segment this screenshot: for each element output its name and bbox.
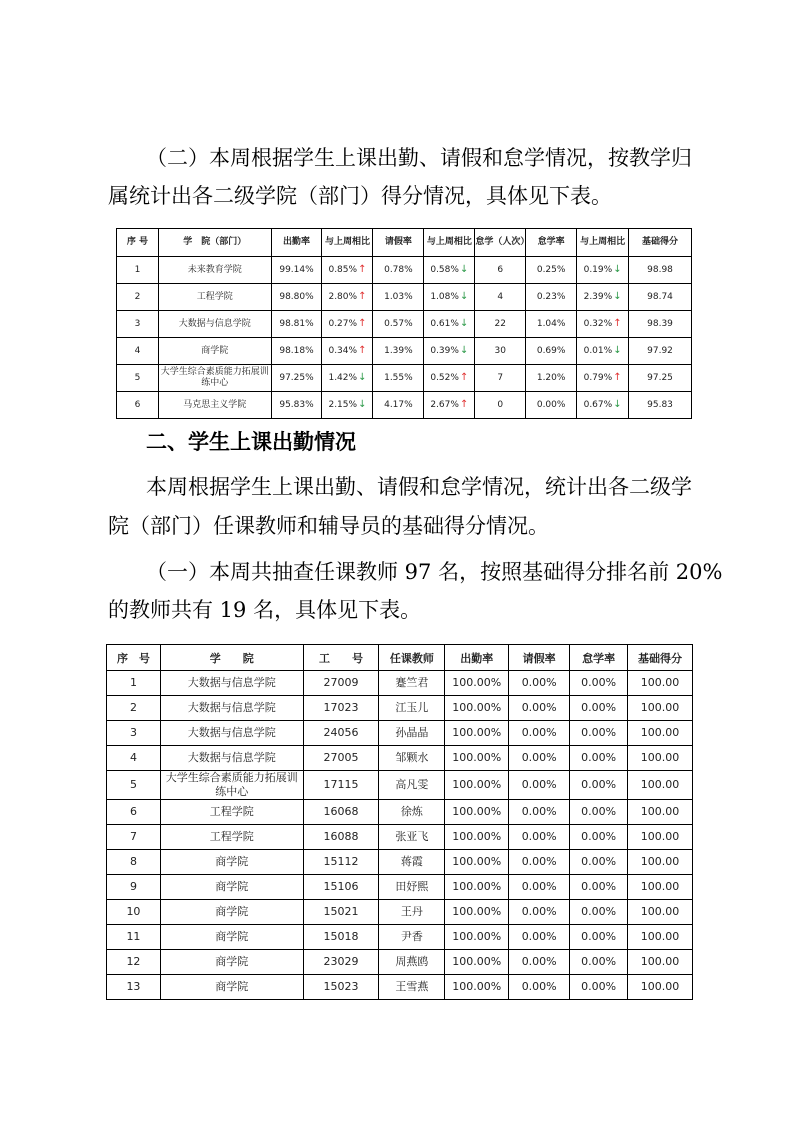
staff-id: 27009 xyxy=(303,671,379,696)
truancy-rate: 1.20% xyxy=(526,365,577,392)
teacher-score-table-body xyxy=(107,671,693,1000)
staff-id: 15112 xyxy=(303,850,379,875)
staff-id: 17023 xyxy=(303,696,379,721)
teacher-name: 江玉儿 xyxy=(379,696,445,721)
truancy-rate: 0.00% xyxy=(570,721,628,746)
teacher-name: 王丹 xyxy=(379,900,445,925)
college-name: 商学院 xyxy=(160,925,303,950)
row-number: 6 xyxy=(117,392,159,419)
attendance-change xyxy=(322,311,373,338)
column-header: 序 号 xyxy=(107,645,161,671)
arrow-down-icon: ↓ xyxy=(358,372,367,383)
truancy-rate: 0.00% xyxy=(570,875,628,900)
college-name: 大数据与信息学院 xyxy=(160,746,303,771)
leave-rate: 0.00% xyxy=(509,875,570,900)
attendance-rate: 97.25% xyxy=(271,365,322,392)
change-value: 1.08% xyxy=(430,292,459,302)
teacher-name: 尹香 xyxy=(379,925,445,950)
truancy-change xyxy=(577,365,629,392)
change-value: 0.67% xyxy=(583,400,613,410)
attendance-rate: 100.00% xyxy=(445,900,509,925)
truancy-count: 30 xyxy=(475,338,526,365)
change-value: 0.58% xyxy=(430,265,459,275)
college-name: 工程学院 xyxy=(158,284,271,311)
leave-rate: 0.00% xyxy=(509,950,570,975)
table-row xyxy=(107,696,693,721)
college-name: 大数据与信息学院 xyxy=(160,721,303,746)
base-score: 100.00 xyxy=(628,925,693,950)
column-header: 请假率 xyxy=(373,229,424,257)
section-intro-line-1: （二）本周根据学生上课出勤、请假和怠学情况，按教学归 xyxy=(146,146,692,170)
attendance-change xyxy=(322,284,373,311)
column-header: 序 号 xyxy=(117,229,159,257)
college-name: 大学生综合素质能力拓展训练中心 xyxy=(160,771,303,800)
table-row xyxy=(107,800,693,825)
column-header: 工 号 xyxy=(303,645,379,671)
column-header: 基础得分 xyxy=(629,229,692,257)
teacher-name: 高凡雯 xyxy=(379,771,445,800)
column-header: 出勤率 xyxy=(445,645,509,671)
attendance-rate: 99.14% xyxy=(271,257,322,284)
leave-change xyxy=(424,392,475,419)
leave-change xyxy=(424,311,475,338)
truancy-rate: 0.00% xyxy=(570,975,628,1000)
row-number: 5 xyxy=(107,771,161,800)
leave-rate: 0.00% xyxy=(509,746,570,771)
attendance-change xyxy=(322,392,373,419)
row-number: 7 xyxy=(107,825,161,850)
leave-rate: 0.00% xyxy=(509,850,570,875)
staff-id: 27005 xyxy=(303,746,379,771)
leave-rate: 0.00% xyxy=(509,771,570,800)
staff-id: 24056 xyxy=(303,721,379,746)
base-score: 100.00 xyxy=(628,771,693,800)
arrow-down-icon: ↓ xyxy=(459,264,469,275)
truancy-rate: 0.00% xyxy=(570,746,628,771)
leave-rate: 0.00% xyxy=(509,800,570,825)
column-header: 任课教师 xyxy=(379,645,445,671)
arrow-down-icon: ↓ xyxy=(613,291,622,302)
leave-rate: 0.00% xyxy=(509,721,570,746)
attendance-rate: 100.00% xyxy=(445,825,509,850)
change-value: 2.15% xyxy=(328,400,358,410)
truancy-change xyxy=(577,392,629,419)
base-score: 95.83 xyxy=(629,392,692,419)
truancy-change xyxy=(577,338,629,365)
change-value: 2.80% xyxy=(328,292,358,302)
college-score-table xyxy=(116,228,692,419)
table-row xyxy=(107,850,693,875)
leave-rate: 1.55% xyxy=(373,365,424,392)
row-number: 10 xyxy=(107,900,161,925)
attendance-rate: 100.00% xyxy=(445,875,509,900)
leave-rate: 0.00% xyxy=(509,975,570,1000)
base-score: 97.25 xyxy=(629,365,692,392)
change-value: 2.67% xyxy=(430,400,459,410)
base-score: 100.00 xyxy=(628,950,693,975)
attendance-change xyxy=(322,338,373,365)
change-value: 0.27% xyxy=(328,319,358,329)
change-value: 0.39% xyxy=(430,346,459,356)
base-score: 98.98 xyxy=(629,257,692,284)
leave-rate: 0.00% xyxy=(509,900,570,925)
row-number: 13 xyxy=(107,975,161,1000)
table-row xyxy=(107,671,693,696)
staff-id: 17115 xyxy=(303,771,379,800)
college-name: 工程学院 xyxy=(160,800,303,825)
change-value: 0.01% xyxy=(583,346,613,356)
truancy-count: 6 xyxy=(475,257,526,284)
leave-rate: 0.57% xyxy=(373,311,424,338)
attendance-rate: 95.83% xyxy=(271,392,322,419)
attendance-rate: 100.00% xyxy=(445,721,509,746)
row-number: 1 xyxy=(107,671,161,696)
change-value: 0.85% xyxy=(328,265,358,275)
base-score: 100.00 xyxy=(628,721,693,746)
college-name: 工程学院 xyxy=(160,825,303,850)
table-row xyxy=(107,771,693,800)
college-name: 商学院 xyxy=(160,950,303,975)
staff-id: 16088 xyxy=(303,825,379,850)
college-name: 大学生综合素质能力拓展训练中心 xyxy=(158,365,271,392)
arrow-down-icon: ↓ xyxy=(459,345,469,356)
column-header: 学 院 xyxy=(160,645,303,671)
column-header: 与上周相比 xyxy=(577,229,629,257)
row-number: 3 xyxy=(107,721,161,746)
attendance-rate: 100.00% xyxy=(445,950,509,975)
truancy-rate: 0.69% xyxy=(526,338,577,365)
base-score: 100.00 xyxy=(628,746,693,771)
teacher-name: 邹颗水 xyxy=(379,746,445,771)
change-value: 0.32% xyxy=(583,319,613,329)
truancy-count: 0 xyxy=(475,392,526,419)
teacher-name: 蒋霞 xyxy=(379,850,445,875)
truancy-count: 4 xyxy=(475,284,526,311)
table-row xyxy=(107,875,693,900)
arrow-down-icon: ↓ xyxy=(613,345,622,356)
table-row xyxy=(107,925,693,950)
college-name: 商学院 xyxy=(160,975,303,1000)
column-header: 基础得分 xyxy=(628,645,693,671)
college-name: 马克思主义学院 xyxy=(158,392,271,419)
change-value: 0.34% xyxy=(328,346,358,356)
staff-id: 23029 xyxy=(303,950,379,975)
arrow-up-icon: ↑ xyxy=(459,399,469,410)
row-number: 2 xyxy=(117,284,159,311)
change-value: 1.42% xyxy=(328,373,358,383)
teacher-name: 蹇竺君 xyxy=(379,671,445,696)
attendance-rate: 100.00% xyxy=(445,746,509,771)
column-header: 怠学（人次） xyxy=(475,229,526,257)
table-row xyxy=(117,257,692,284)
teacher-name: 徐炼 xyxy=(379,800,445,825)
change-value: 2.39% xyxy=(583,292,613,302)
college-name: 商学院 xyxy=(160,900,303,925)
leave-change xyxy=(424,365,475,392)
attendance-rate: 98.80% xyxy=(271,284,322,311)
truancy-rate: 0.00% xyxy=(570,850,628,875)
staff-id: 16068 xyxy=(303,800,379,825)
row-number: 2 xyxy=(107,696,161,721)
column-header: 与上周相比 xyxy=(424,229,475,257)
attendance-rate: 98.18% xyxy=(271,338,322,365)
staff-id: 15023 xyxy=(303,975,379,1000)
base-score: 100.00 xyxy=(628,825,693,850)
truancy-rate: 0.00% xyxy=(570,696,628,721)
truancy-rate: 1.04% xyxy=(526,311,577,338)
column-header: 怠学率 xyxy=(570,645,628,671)
arrow-up-icon: ↑ xyxy=(358,264,367,275)
column-header: 与上周相比 xyxy=(322,229,373,257)
table-row xyxy=(117,284,692,311)
leave-change xyxy=(424,257,475,284)
arrow-up-icon: ↑ xyxy=(613,372,622,383)
column-header: 出勤率 xyxy=(271,229,322,257)
attendance-rate: 100.00% xyxy=(445,696,509,721)
change-value: 0.19% xyxy=(583,265,613,275)
leave-rate: 0.78% xyxy=(373,257,424,284)
truancy-rate: 0.00% xyxy=(570,671,628,696)
attendance-rate: 100.00% xyxy=(445,975,509,1000)
truancy-rate: 0.25% xyxy=(526,257,577,284)
table-row xyxy=(117,338,692,365)
arrow-up-icon: ↑ xyxy=(459,372,469,383)
attendance-rate: 100.00% xyxy=(445,850,509,875)
teacher-name: 王雪燕 xyxy=(379,975,445,1000)
truancy-rate: 0.00% xyxy=(570,900,628,925)
arrow-down-icon: ↓ xyxy=(613,399,622,410)
base-score: 98.74 xyxy=(629,284,692,311)
arrow-down-icon: ↓ xyxy=(358,399,367,410)
truancy-rate: 0.00% xyxy=(570,925,628,950)
row-number: 12 xyxy=(107,950,161,975)
staff-id: 15018 xyxy=(303,925,379,950)
row-number: 5 xyxy=(117,365,159,392)
row-number: 8 xyxy=(107,850,161,875)
truancy-rate: 0.00% xyxy=(526,392,577,419)
base-score: 100.00 xyxy=(628,875,693,900)
attendance-change xyxy=(322,257,373,284)
row-number: 11 xyxy=(107,925,161,950)
row-number: 1 xyxy=(117,257,159,284)
change-value: 0.61% xyxy=(430,319,459,329)
base-score: 100.00 xyxy=(628,900,693,925)
column-header: 怠学率 xyxy=(526,229,577,257)
table-row xyxy=(107,746,693,771)
table-row xyxy=(117,392,692,419)
college-score-table-body xyxy=(117,257,692,419)
row-number: 6 xyxy=(107,800,161,825)
staff-id: 15106 xyxy=(303,875,379,900)
leave-rate: 0.00% xyxy=(509,825,570,850)
arrow-up-icon: ↑ xyxy=(358,345,367,356)
table-row xyxy=(107,950,693,975)
table-row xyxy=(107,721,693,746)
truancy-rate: 0.00% xyxy=(570,771,628,800)
leave-rate: 1.39% xyxy=(373,338,424,365)
college-name: 商学院 xyxy=(158,338,271,365)
base-score: 100.00 xyxy=(628,671,693,696)
table-header-row xyxy=(117,229,692,257)
section2-para-line-1: 本周根据学生上课出勤、请假和怠学情况，统计出各二级学 xyxy=(146,475,692,499)
teacher-name: 田妤熙 xyxy=(379,875,445,900)
arrow-down-icon: ↓ xyxy=(459,291,469,302)
college-name: 大数据与信息学院 xyxy=(160,696,303,721)
arrow-up-icon: ↑ xyxy=(358,318,367,329)
table-header-row xyxy=(107,645,693,671)
table-row xyxy=(117,365,692,392)
base-score: 100.00 xyxy=(628,696,693,721)
row-number: 9 xyxy=(107,875,161,900)
section-heading: 二、学生上课出勤情况 xyxy=(146,430,356,454)
column-header: 学 院（部门） xyxy=(158,229,271,257)
arrow-up-icon: ↑ xyxy=(358,291,367,302)
subsection-line-2: 的教师共有 19 名，具体见下表。 xyxy=(108,598,422,622)
base-score: 100.00 xyxy=(628,975,693,1000)
attendance-rate: 100.00% xyxy=(445,925,509,950)
arrow-down-icon: ↓ xyxy=(613,264,622,275)
attendance-rate: 98.81% xyxy=(271,311,322,338)
base-score: 100.00 xyxy=(628,800,693,825)
college-name: 商学院 xyxy=(160,850,303,875)
truancy-rate: 0.00% xyxy=(570,800,628,825)
leave-rate: 1.03% xyxy=(373,284,424,311)
leave-rate: 0.00% xyxy=(509,925,570,950)
arrow-up-icon: ↑ xyxy=(613,318,622,329)
row-number: 3 xyxy=(117,311,159,338)
change-value: 0.79% xyxy=(583,373,613,383)
attendance-rate: 100.00% xyxy=(445,771,509,800)
truancy-count: 7 xyxy=(475,365,526,392)
section2-para-line-2: 院（部门）任课教师和辅导员的基础得分情况。 xyxy=(108,514,549,538)
row-number: 4 xyxy=(117,338,159,365)
leave-rate: 4.17% xyxy=(373,392,424,419)
truancy-change xyxy=(577,257,629,284)
leave-change xyxy=(424,284,475,311)
attendance-change xyxy=(322,365,373,392)
truancy-count: 22 xyxy=(475,311,526,338)
attendance-rate: 100.00% xyxy=(445,800,509,825)
base-score: 97.92 xyxy=(629,338,692,365)
change-value: 0.52% xyxy=(430,373,459,383)
college-name: 商学院 xyxy=(160,875,303,900)
leave-change xyxy=(424,338,475,365)
truancy-change xyxy=(577,284,629,311)
attendance-rate: 100.00% xyxy=(445,671,509,696)
leave-rate: 0.00% xyxy=(509,671,570,696)
college-name: 大数据与信息学院 xyxy=(160,671,303,696)
truancy-rate: 0.23% xyxy=(526,284,577,311)
table-row xyxy=(107,975,693,1000)
teacher-score-table xyxy=(106,644,693,1000)
subsection-line-1: （一）本周共抽查任课教师 97 名，按照基础得分排名前 20% xyxy=(146,560,723,584)
row-number: 4 xyxy=(107,746,161,771)
staff-id: 15021 xyxy=(303,900,379,925)
teacher-name: 孙晶晶 xyxy=(379,721,445,746)
college-name: 大数据与信息学院 xyxy=(158,311,271,338)
teacher-name: 周燕鸥 xyxy=(379,950,445,975)
column-header: 请假率 xyxy=(509,645,570,671)
arrow-down-icon: ↓ xyxy=(459,318,469,329)
teacher-name: 张亚飞 xyxy=(379,825,445,850)
base-score: 100.00 xyxy=(628,850,693,875)
leave-rate: 0.00% xyxy=(509,696,570,721)
college-name: 未来教育学院 xyxy=(158,257,271,284)
table-row xyxy=(117,311,692,338)
truancy-rate: 0.00% xyxy=(570,950,628,975)
truancy-rate: 0.00% xyxy=(570,825,628,850)
table-row xyxy=(107,900,693,925)
truancy-change xyxy=(577,311,629,338)
section-intro-line-2: 属统计出各二级学院（部门）得分情况，具体见下表。 xyxy=(108,184,612,208)
table-row xyxy=(107,825,693,850)
base-score: 98.39 xyxy=(629,311,692,338)
